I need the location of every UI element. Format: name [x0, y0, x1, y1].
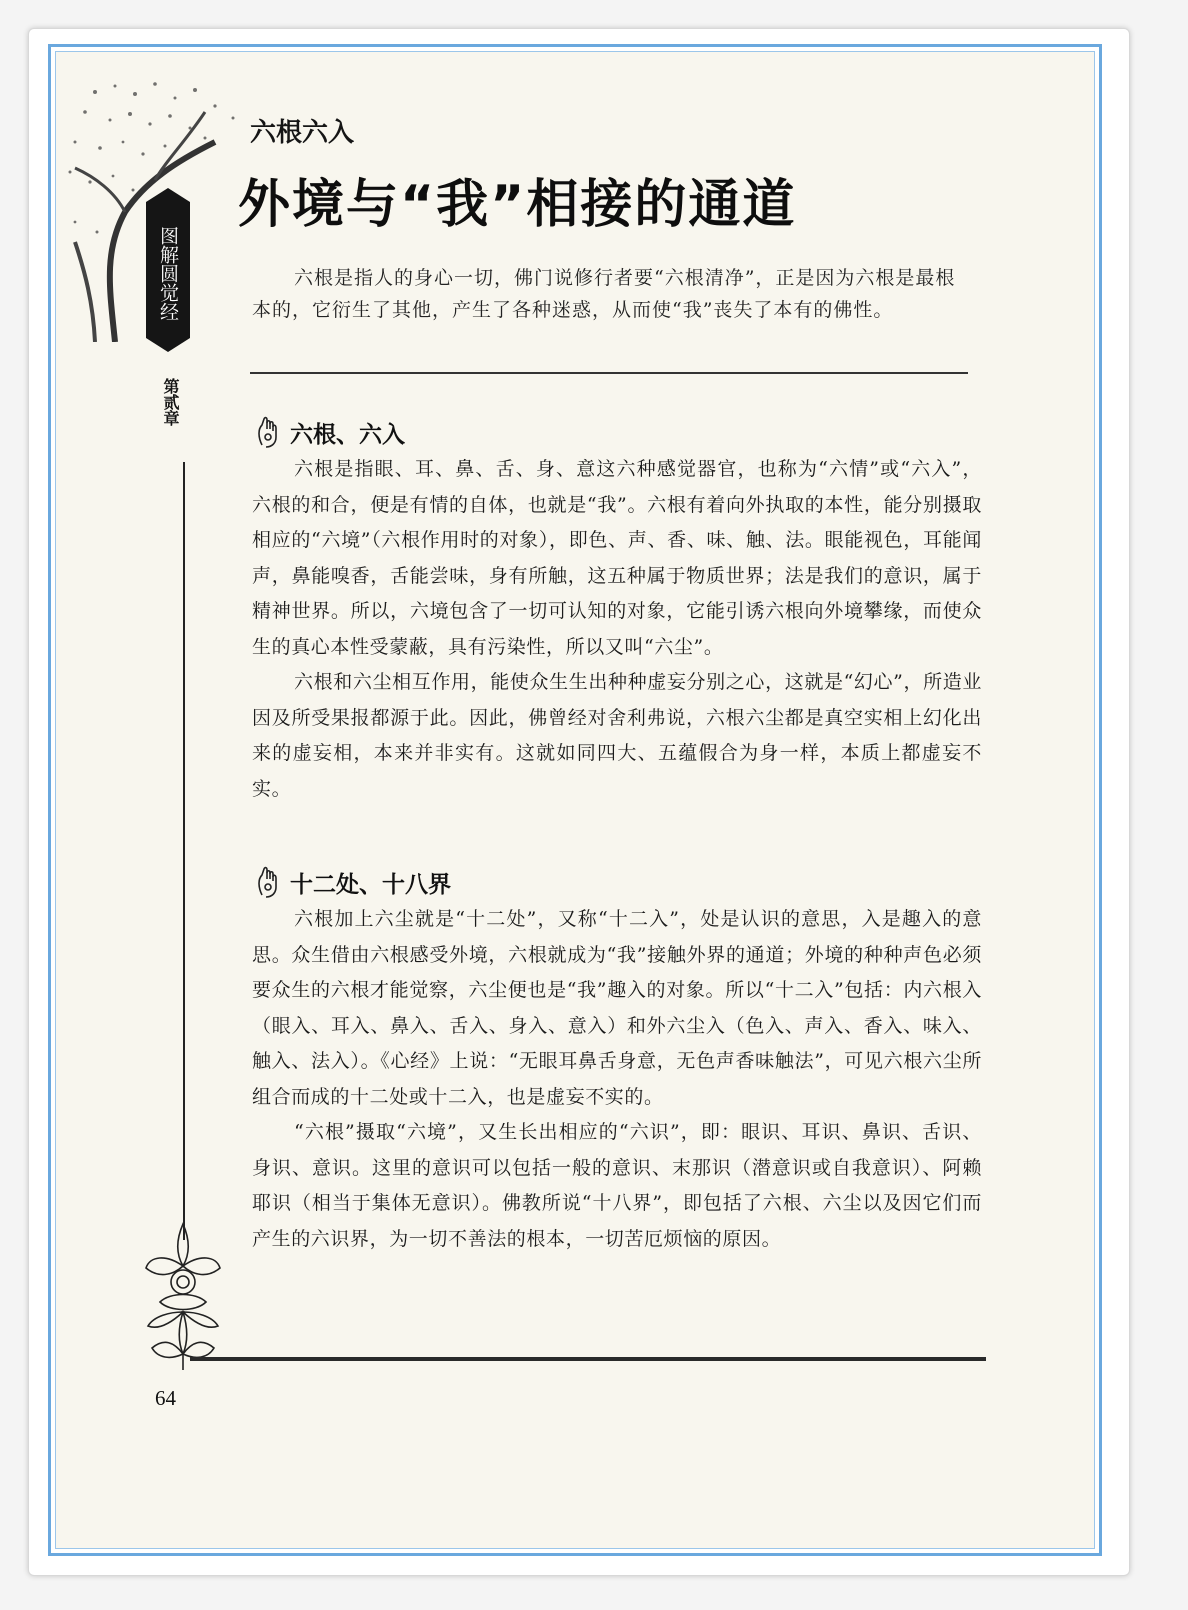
page-title: 外境与“我”相接的通道: [238, 175, 797, 235]
sidebar-rule: [183, 462, 185, 1240]
section-title: 六根、六入: [290, 421, 405, 448]
section-heading: [252, 862, 982, 902]
hand-icon: [252, 415, 286, 449]
section-heading: [252, 412, 982, 452]
divider: [250, 372, 968, 374]
lotus-ornament: [140, 1220, 226, 1370]
intro-paragraph: 六根是指人的身心一切，佛门说修行者要“六根清净”，正是因为六根是最根本的，它衍生了其他，产生了各种迷惑，从而使“我”丧失了本有的佛性。: [252, 267, 956, 321]
section-subtitle: 六根六入: [250, 118, 355, 148]
chapter-label: 第贰章: [161, 378, 180, 426]
page-number: 64: [155, 1386, 176, 1410]
footer-rule: [190, 1357, 986, 1361]
section-twelve-bases: [252, 862, 982, 1257]
paragraph: “六根”摄取“六境”，又生长出相应的“六识”，即：眼识、耳识、鼻识、舌识、身识、意识。这里的意识可以包括一般的意识、末那识（潜意识或自我意识）、阿赖耶识（相当于集体无意识）。佛教所说“十八界”，即包括了六根、六尘以及因它们而产生的六识界，为一切不善法的根本，一切苦厄烦恼的原因。: [252, 1121, 982, 1250]
book-title: 图解圆觉经: [157, 225, 179, 321]
section-six-roots: [252, 412, 982, 807]
paragraph: 六根和六尘相互作用，能使众生生出种种虚妄分别之心，这就是“幻心”，所造业因及所受果报都源于此。因此，佛曾经对舍利弗说，六根六尘都是真空实相上幻化出来的虚妄相，本来并非实有。这就如同四大、五蕴假合为身一样，本质上都虚妄不实。: [252, 671, 982, 800]
paragraph: 六根加上六尘就是“十二处”，又称“十二入”，处是认识的意思，入是趣入的意思。众生借由六根感受外境，六根就成为“我”接触外界的通道；外境的种种声色必须要众生的六根才能觉察，六尘便也是“我”趣入的对象。所以“十二入”包括：内六根入（眼入、耳入、鼻入、舌入、身入、意入）和外六尘入（色入、声入、香入、味入、触入、法入）。《心经》上说：“无眼耳鼻舌身意，无色声香味触法”，可见六根六尘所组合而成的十二处或十二入，也是虚妄不实的。: [252, 908, 982, 1108]
hand-icon: [252, 865, 286, 899]
section-title: 十二处、十八界: [290, 871, 451, 898]
paragraph: 六根是指眼、耳、鼻、舌、身、意这六种感觉器官，也称为“六情”或“六入”，六根的和合，便是有情的自体，也就是“我”。六根有着向外执取的本性，能分别摄取相应的“六境”（六根作用时的对象），即色、声、香、味、触、法。眼能视色，耳能闻声，鼻能嗅香，舌能尝味，身有所触，这五种属于物质世界；法是我们的意识，属于精神世界。所以，六境包含了一切可认知的对象，它能引诱六根向外境攀缘，而使众生的真心本性受蒙蔽，具有污染性，所以又叫“六尘”。: [252, 458, 982, 658]
